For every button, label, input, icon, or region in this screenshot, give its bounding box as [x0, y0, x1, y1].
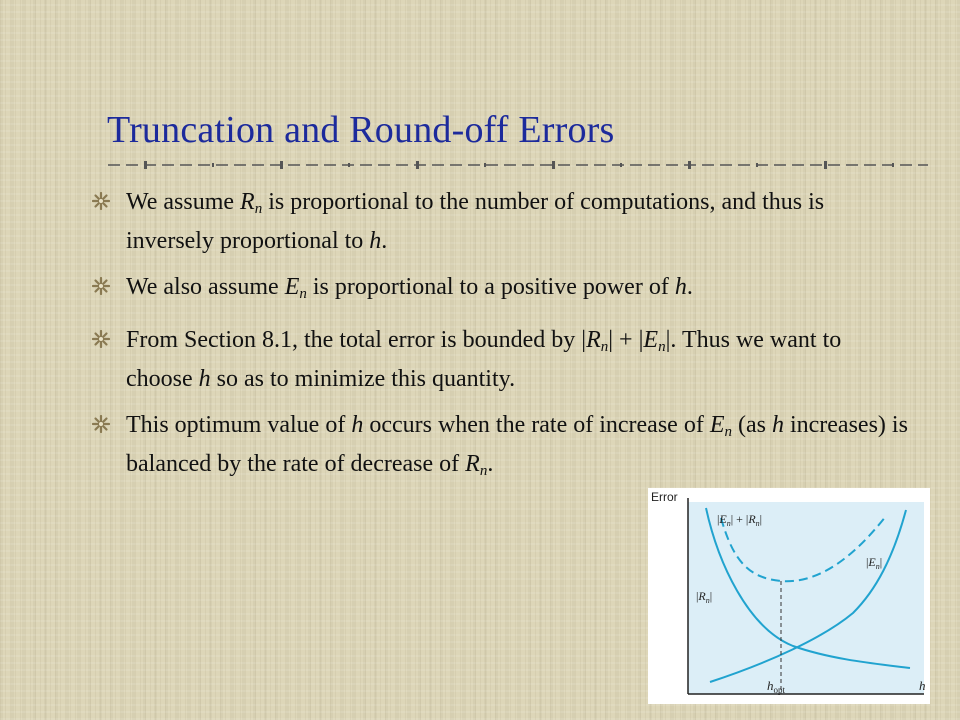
math-variable: h [369, 228, 382, 254]
subscript: n [658, 339, 666, 355]
math-variable: R [586, 327, 601, 353]
text-run: . [487, 451, 494, 477]
subscript: n [479, 463, 488, 479]
asterisk-bullet-icon [92, 192, 110, 210]
y-axis-label: Error [651, 490, 678, 504]
subscript: n [254, 201, 263, 217]
math-variable: h [771, 412, 784, 438]
bullet-item [92, 324, 912, 395]
math-variable: h [198, 366, 211, 392]
text-run: | + | [608, 327, 644, 353]
h-opt-label: $h_{opt}$ [767, 678, 786, 695]
math-variable: E [709, 412, 725, 438]
text-run: |. Thus we want to choose [126, 327, 842, 392]
text-run: increases) is balanced by the rate of decrease of [126, 412, 908, 477]
math-variable: h [351, 412, 364, 438]
asterisk-bullet-icon [92, 277, 110, 295]
bullet-text [126, 186, 912, 257]
bullet-item [92, 271, 912, 310]
text-run: (as [731, 412, 772, 438]
bullet-text [126, 409, 912, 487]
error-vs-h-diagram [648, 488, 930, 704]
roundoff-label: $|R_n|$ [696, 589, 713, 605]
error-vs-h-figure [648, 488, 930, 704]
text-run: is proportional to a positive power of [306, 274, 675, 300]
bullet-item [92, 186, 912, 257]
bullet-text [126, 324, 912, 395]
text-run: From Section 8.1, the total error is bounded by | [126, 327, 587, 353]
bullet-item [92, 409, 912, 487]
bullet-list [92, 186, 912, 501]
subscript: n [299, 286, 307, 302]
text-run: . [381, 228, 388, 254]
subscript: n [724, 424, 732, 440]
subscript: n [600, 339, 609, 355]
slide-title: Truncation and Round-off Errors [107, 109, 615, 151]
total-error-label: $|E_n| + |R_n|$ [717, 512, 763, 528]
bullet-text [126, 271, 912, 310]
math-variable: E [643, 327, 659, 353]
text-run: We also assume [126, 274, 285, 300]
math-variable: R [465, 451, 480, 477]
text-run: . [686, 274, 693, 300]
math-variable: h [674, 274, 687, 300]
truncation-label: $|E_n|$ [866, 555, 883, 571]
title-divider [108, 158, 928, 172]
asterisk-bullet-icon [92, 330, 110, 348]
x-axis-label: h [919, 678, 926, 693]
text-run: We assume [126, 189, 241, 215]
asterisk-bullet-icon [92, 415, 110, 433]
text-run: so as to minimize this quantity. [210, 366, 516, 392]
text-run: is proportional to the number of computations, and thus is inversely proportional to [126, 189, 825, 254]
text-run: This optimum value of [126, 412, 352, 438]
text-run: occurs when the rate of increase of [363, 412, 710, 438]
math-variable: R [240, 189, 255, 215]
math-variable: E [284, 274, 300, 300]
